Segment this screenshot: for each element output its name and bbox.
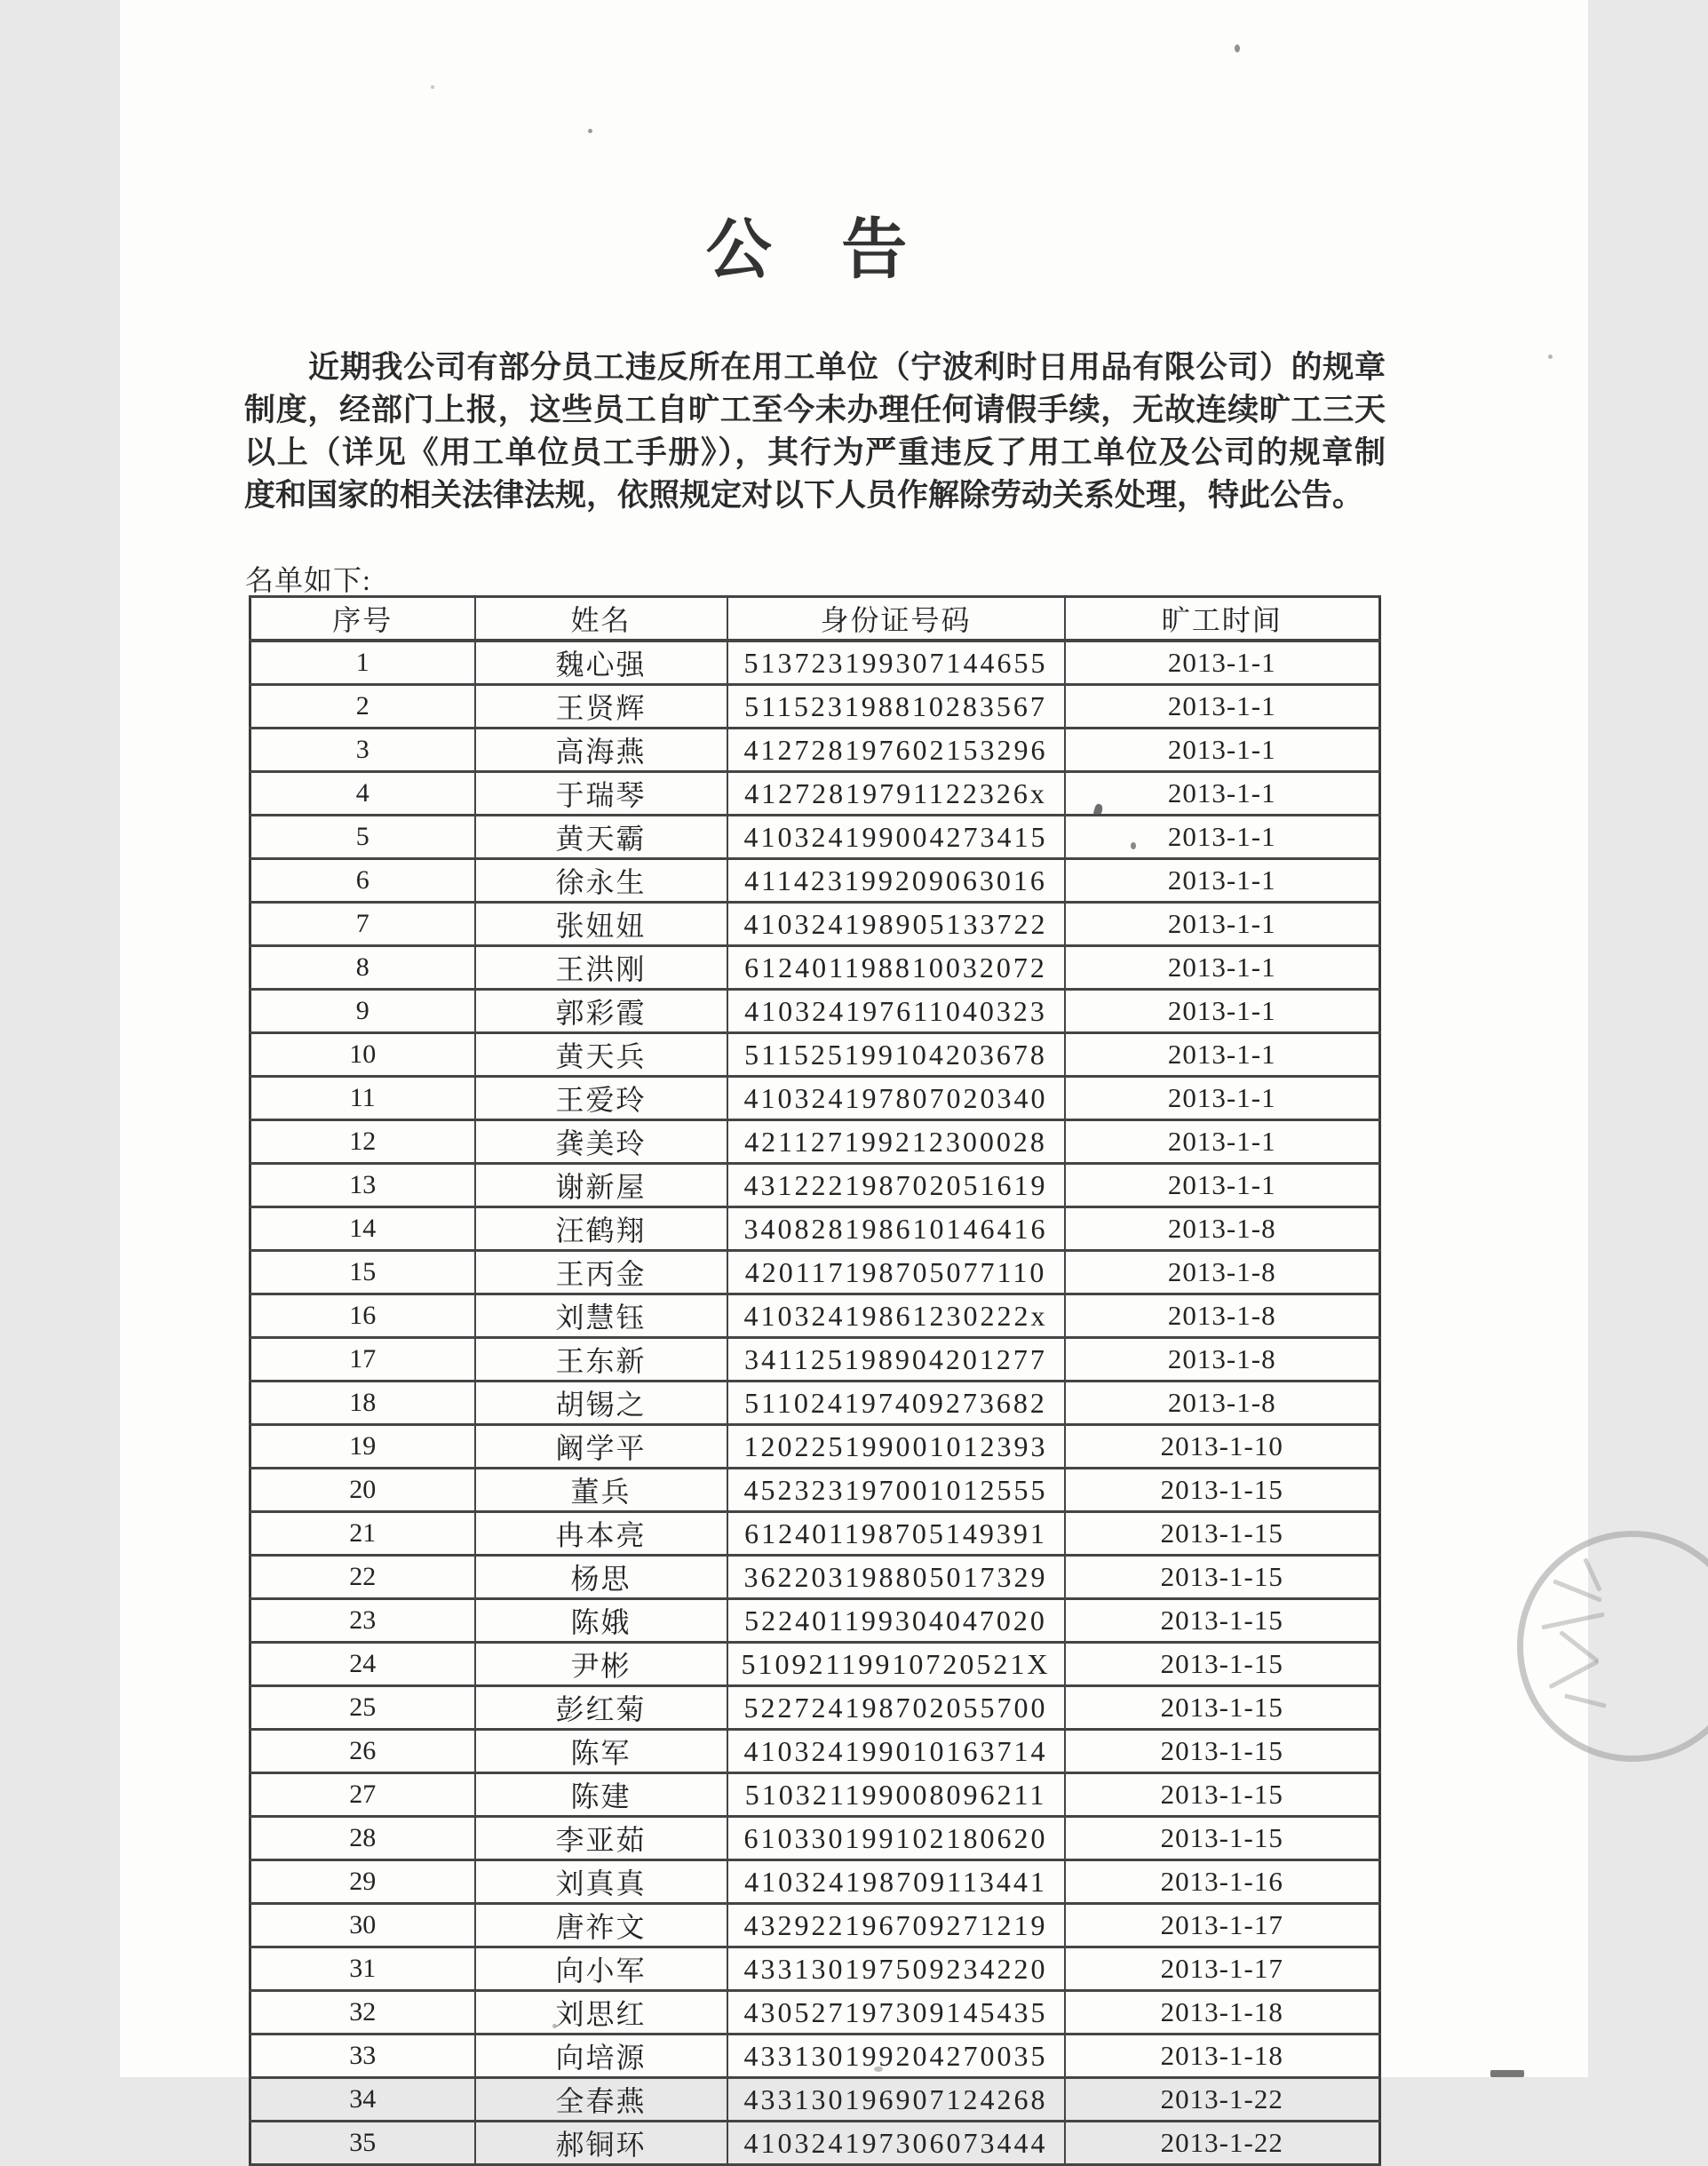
name-cell: 谢新屋: [475, 1164, 727, 1207]
scan-noise-speck: [1235, 44, 1240, 52]
name-cell: 王丙金: [475, 1251, 727, 1294]
name-cell: 陈军: [475, 1730, 727, 1773]
name-cell: 张妞妞: [475, 903, 727, 946]
document-page: [120, 0, 1588, 2161]
name-cell: 于瑞琴: [475, 772, 727, 816]
table-row: [250, 1643, 1380, 1686]
id-number-cell: 612401198810032072: [727, 946, 1065, 990]
table-row: [250, 1512, 1380, 1556]
id-number-cell: 412728197602153296: [727, 729, 1065, 772]
serial-cell: 6: [250, 859, 475, 903]
serial-cell: 24: [250, 1643, 475, 1686]
table-header-row: [250, 597, 1380, 641]
table-row: [250, 772, 1380, 816]
absence-date-cell: 2013-1-8: [1065, 1251, 1380, 1294]
serial-cell: 3: [250, 729, 475, 772]
id-number-cell: 410324199010163714: [727, 1730, 1065, 1773]
document-title: 公 告: [705, 214, 910, 287]
table-row: [250, 2122, 1380, 2165]
serial-cell: 11: [250, 1077, 475, 1120]
serial-cell: 16: [250, 1294, 475, 1338]
name-cell: 王贤辉: [475, 685, 727, 729]
absence-date-cell: 2013-1-15: [1065, 1556, 1380, 1599]
id-number-cell: 420117198705077110: [727, 1251, 1065, 1294]
table-row: [250, 641, 1380, 685]
name-cell: 董兵: [475, 1469, 727, 1512]
id-number-cell: 511024197409273682: [727, 1382, 1065, 1425]
name-cell: 刘真真: [475, 1860, 727, 1904]
name-cell: 杨思: [475, 1556, 727, 1599]
absence-date-cell: 2013-1-1: [1065, 1077, 1380, 1120]
absence-date-cell: 2013-1-15: [1065, 1773, 1380, 1817]
table-row: [250, 1556, 1380, 1599]
serial-cell: 21: [250, 1512, 475, 1556]
id-number-cell: 513723199307144655: [727, 641, 1065, 685]
table-row: [250, 990, 1380, 1033]
table-row: [250, 1904, 1380, 1947]
serial-cell: 7: [250, 903, 475, 946]
serial-cell: 18: [250, 1382, 475, 1425]
paragraph-line: 制度，经部门上报，这些员工自旷工至今未办理任何请假手续，无故连续旷工三天: [244, 393, 1386, 427]
table-body: [250, 641, 1380, 2165]
name-cell: 徐永生: [475, 859, 727, 903]
id-number-cell: 433130196907124268: [727, 2078, 1065, 2122]
name-cell: 全春燕: [475, 2078, 727, 2122]
absence-date-cell: 2013-1-8: [1065, 1338, 1380, 1382]
serial-cell: 15: [250, 1251, 475, 1294]
id-number-cell: 522724198702055700: [727, 1686, 1065, 1730]
table-row: [250, 1033, 1380, 1077]
serial-cell: 17: [250, 1338, 475, 1382]
seal-mark: [1583, 1557, 1601, 1591]
table-row: [250, 1773, 1380, 1817]
absence-date-cell: 2013-1-15: [1065, 1512, 1380, 1556]
paragraph-line: 度和国家的相关法律法规，依照规定对以下人员作解除劳动关系处理，特此公告。: [244, 478, 1364, 513]
serial-cell: 23: [250, 1599, 475, 1643]
id-number-cell: 433130197509234220: [727, 1947, 1065, 1991]
id-number-cell: 410324197611040323: [727, 990, 1065, 1033]
table-row: [250, 729, 1380, 772]
table-row: [250, 1251, 1380, 1294]
absence-date-cell: 2013-1-1: [1065, 1164, 1380, 1207]
serial-cell: 29: [250, 1860, 475, 1904]
id-number-cell: 432922196709271219: [727, 1904, 1065, 1947]
absence-date-cell: 2013-1-1: [1065, 903, 1380, 946]
id-number-cell: 340828198610146416: [727, 1207, 1065, 1251]
serial-cell: 34: [250, 2078, 475, 2122]
table-row: [250, 1425, 1380, 1469]
serial-cell: 2: [250, 685, 475, 729]
absence-date-cell: 2013-1-1: [1065, 816, 1380, 859]
name-cell: 郭彩霞: [475, 990, 727, 1033]
table-row: [250, 859, 1380, 903]
name-cell: 王东新: [475, 1338, 727, 1382]
name-cell: 郝铜环: [475, 2122, 727, 2165]
name-cell: 高海燕: [475, 729, 727, 772]
name-cell: 唐祚文: [475, 1904, 727, 1947]
serial-header: 序号: [250, 597, 475, 641]
serial-cell: 31: [250, 1947, 475, 1991]
id-number-cell: 341125198904201277: [727, 1338, 1065, 1382]
serial-cell: 25: [250, 1686, 475, 1730]
serial-cell: 12: [250, 1120, 475, 1164]
serial-cell: 32: [250, 1991, 475, 2035]
id-number-cell: 511525199104203678: [727, 1033, 1065, 1077]
scan-noise-speck: [874, 2066, 883, 2072]
paragraph-line: 以上（详见《用工单位员工手册》），其行为严重违反了用工单位及公司的规章制: [244, 435, 1386, 470]
id-number-cell: 41272819791122326x: [727, 772, 1065, 816]
table-row: [250, 1686, 1380, 1730]
scan-noise-speck: [1131, 842, 1136, 849]
absence-date-cell: 2013-1-15: [1065, 1469, 1380, 1512]
absence-date-cell: 2013-1-18: [1065, 2035, 1380, 2078]
scan-noise-speck: [1548, 354, 1553, 359]
absence-date-cell: 2013-1-1: [1065, 1033, 1380, 1077]
table-row: [250, 2078, 1380, 2122]
absence-date-cell: 2013-1-15: [1065, 1643, 1380, 1686]
table-row: [250, 2035, 1380, 2078]
absence-date-cell: 2013-1-22: [1065, 2078, 1380, 2122]
serial-cell: 5: [250, 816, 475, 859]
serial-cell: 28: [250, 1817, 475, 1860]
table-row: [250, 1120, 1380, 1164]
name-cell: 冉本亮: [475, 1512, 727, 1556]
absence-date-cell: 2013-1-17: [1065, 1904, 1380, 1947]
id-number-cell: 120225199001012393: [727, 1425, 1065, 1469]
table-row: [250, 1077, 1380, 1120]
paragraph-line: 近期我公司有部分员工违反所在用工单位（宁波利时日用品有限公司）的规章: [308, 350, 1386, 385]
stamp-seal: [1517, 1531, 1708, 1762]
table-row: [250, 1469, 1380, 1512]
absence-date-cell: 2013-1-18: [1065, 1991, 1380, 2035]
serial-cell: 13: [250, 1164, 475, 1207]
absence-date-cell: 2013-1-16: [1065, 1860, 1380, 1904]
id-number-cell: 433130199204270035: [727, 2035, 1065, 2078]
table-row: [250, 1599, 1380, 1643]
name-cell: 彭红菊: [475, 1686, 727, 1730]
roster-table: [249, 595, 1381, 2166]
name-cell: 向小军: [475, 1947, 727, 1991]
table-row: [250, 903, 1380, 946]
id-number-cell: 410324198905133722: [727, 903, 1065, 946]
seal-mark: [1559, 1630, 1600, 1663]
absence-date-cell: 2013-1-10: [1065, 1425, 1380, 1469]
serial-cell: 30: [250, 1904, 475, 1947]
id-number-cell: 510321199008096211: [727, 1773, 1065, 1817]
id-number-cell: 522401199304047020: [727, 1599, 1065, 1643]
serial-cell: 8: [250, 946, 475, 990]
serial-cell: 20: [250, 1469, 475, 1512]
name-cell: 王爱玲: [475, 1077, 727, 1120]
absence-date-cell: 2013-1-1: [1065, 772, 1380, 816]
list-label: 名单如下:: [245, 564, 371, 596]
id-number-cell: 431222198702051619: [727, 1164, 1065, 1207]
table-row: [250, 1338, 1380, 1382]
scan-noise-speck: [1490, 2070, 1524, 2077]
id-number-cell: 41032419861230222x: [727, 1294, 1065, 1338]
absence-date-cell: 2013-1-22: [1065, 2122, 1380, 2165]
name-cell: 黄天霸: [475, 816, 727, 859]
absence-date-cell: 2013-1-1: [1065, 946, 1380, 990]
serial-cell: 4: [250, 772, 475, 816]
id-number-cell: 51092119910720521X: [727, 1643, 1065, 1686]
id-number-cell: 411423199209063016: [727, 859, 1065, 903]
id-number-cell: 410324197807020340: [727, 1077, 1065, 1120]
id-number-cell: 410324199004273415: [727, 816, 1065, 859]
scan-noise-speck: [552, 2024, 557, 2028]
serial-cell: 22: [250, 1556, 475, 1599]
scan-noise-speck: [431, 85, 434, 89]
table-row: [250, 1294, 1380, 1338]
absence-date-cell: 2013-1-8: [1065, 1382, 1380, 1425]
serial-cell: 9: [250, 990, 475, 1033]
table-row: [250, 816, 1380, 859]
table-row: [250, 1860, 1380, 1904]
id-number-cell: 421127199212300028: [727, 1120, 1065, 1164]
serial-cell: 26: [250, 1730, 475, 1773]
seal-mark: [1564, 1693, 1607, 1708]
id-number-cell: 511523198810283567: [727, 685, 1065, 729]
seal-mark: [1548, 1660, 1599, 1690]
absence-date-header: 旷工时间: [1065, 597, 1380, 641]
table-row: [250, 1817, 1380, 1860]
name-cell: 向培源: [475, 2035, 727, 2078]
absence-date-cell: 2013-1-1: [1065, 685, 1380, 729]
absence-date-cell: 2013-1-8: [1065, 1207, 1380, 1251]
name-cell: 刘思红: [475, 1991, 727, 2035]
absence-date-cell: 2013-1-15: [1065, 1599, 1380, 1643]
name-cell: 阚学平: [475, 1425, 727, 1469]
id-number-cell: 430527197309145435: [727, 1991, 1065, 2035]
id-number-cell: 410324197306073444: [727, 2122, 1065, 2165]
absence-date-cell: 2013-1-1: [1065, 859, 1380, 903]
name-cell: 汪鹤翔: [475, 1207, 727, 1251]
serial-cell: 1: [250, 641, 475, 685]
table-row: [250, 1382, 1380, 1425]
name-cell: 尹彬: [475, 1643, 727, 1686]
id-number-cell: 610330199102180620: [727, 1817, 1065, 1860]
id-number-cell: 362203198805017329: [727, 1556, 1065, 1599]
seal-mark: [1541, 1613, 1604, 1630]
absence-date-cell: 2013-1-1: [1065, 1120, 1380, 1164]
name-cell: 陈建: [475, 1773, 727, 1817]
name-cell: 黄天兵: [475, 1033, 727, 1077]
id-number-cell: 410324198709113441: [727, 1860, 1065, 1904]
table-row: [250, 946, 1380, 990]
name-header: 姓名: [475, 597, 727, 641]
table-row: [250, 1207, 1380, 1251]
absence-date-cell: 2013-1-15: [1065, 1817, 1380, 1860]
serial-cell: 10: [250, 1033, 475, 1077]
absence-date-cell: 2013-1-1: [1065, 729, 1380, 772]
absence-date-cell: 2013-1-15: [1065, 1730, 1380, 1773]
absence-date-cell: 2013-1-1: [1065, 990, 1380, 1033]
name-cell: 王洪刚: [475, 946, 727, 990]
intro-paragraph: [244, 346, 1386, 517]
name-cell: 龚美玲: [475, 1120, 727, 1164]
id-number-cell: 452323197001012555: [727, 1469, 1065, 1512]
absence-date-cell: 2013-1-15: [1065, 1686, 1380, 1730]
name-cell: 李亚茹: [475, 1817, 727, 1860]
name-cell: 胡锡之: [475, 1382, 727, 1425]
id-number-cell: 612401198705149391: [727, 1512, 1065, 1556]
serial-cell: 14: [250, 1207, 475, 1251]
absence-date-cell: 2013-1-17: [1065, 1947, 1380, 1991]
table-row: [250, 1164, 1380, 1207]
id-number-header: 身份证号码: [727, 597, 1065, 641]
table-row: [250, 1730, 1380, 1773]
name-cell: 魏心强: [475, 641, 727, 685]
absence-date-cell: 2013-1-1: [1065, 641, 1380, 685]
name-cell: 刘慧钰: [475, 1294, 727, 1338]
serial-cell: 35: [250, 2122, 475, 2165]
scan-noise-speck: [588, 129, 592, 133]
serial-cell: 33: [250, 2035, 475, 2078]
table-row: [250, 1991, 1380, 2035]
table-row: [250, 1947, 1380, 1991]
serial-cell: 27: [250, 1773, 475, 1817]
name-cell: 陈娥: [475, 1599, 727, 1643]
absence-date-cell: 2013-1-8: [1065, 1294, 1380, 1338]
serial-cell: 19: [250, 1425, 475, 1469]
table-row: [250, 685, 1380, 729]
